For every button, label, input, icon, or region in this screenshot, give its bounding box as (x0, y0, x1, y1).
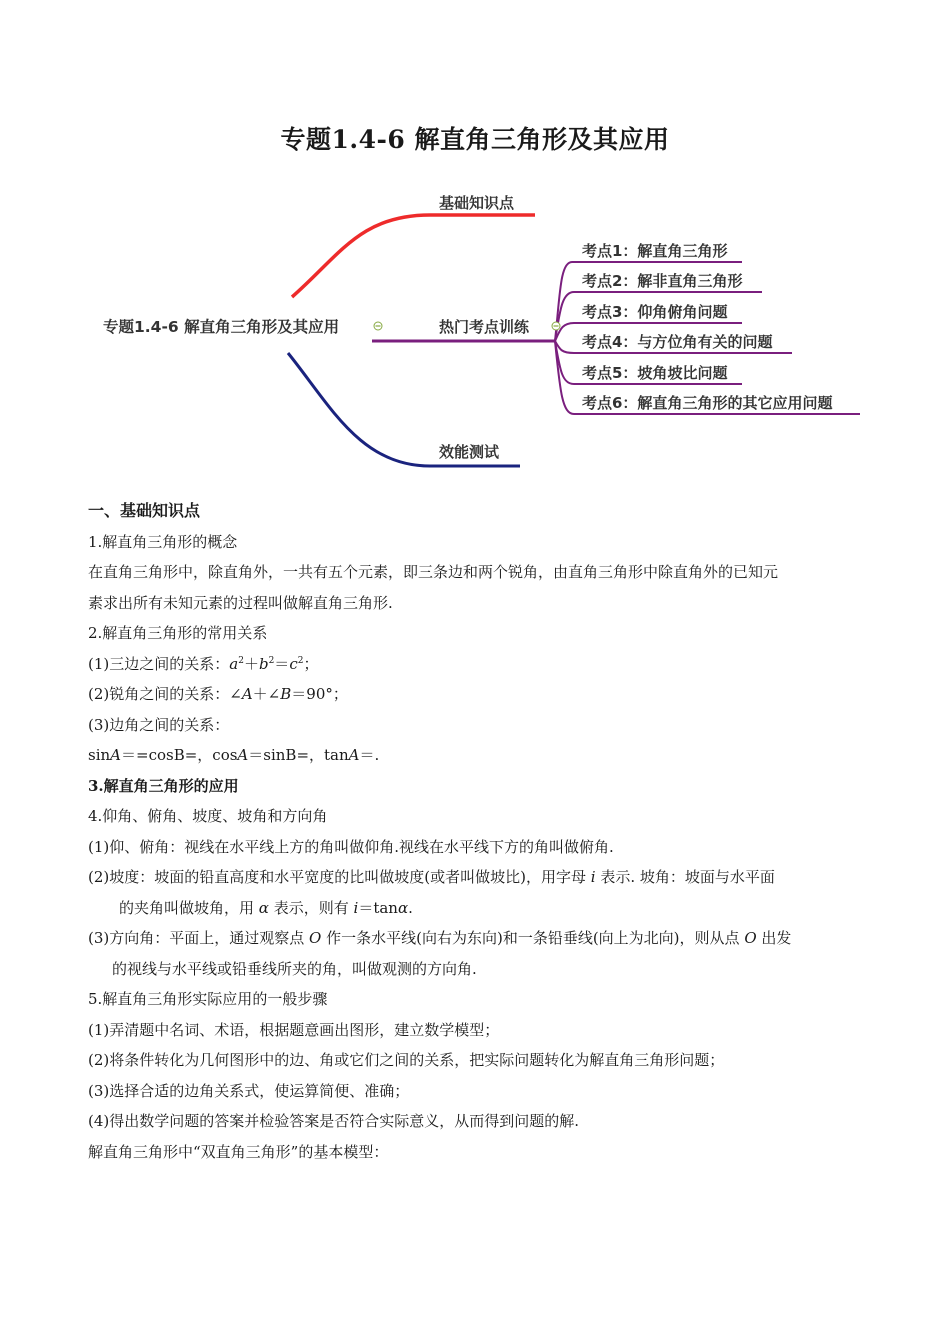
mindmap-branch-test: 效能测试 (439, 443, 500, 461)
branch-line-basic (292, 215, 535, 297)
paragraph: 1.解直角三角形的概念 (88, 532, 238, 551)
document-body (88, 496, 868, 1167)
mindmap-subitem: 考点1：解直角三角形 (582, 242, 728, 260)
paragraph: (2)将条件转化为几何图形中的边、角或它们之间的关系，把实际问题转化为解直角三角形问题； (88, 1051, 725, 1069)
paragraph: 解直角三角形中“双直角三角形”的基本模型： (88, 1142, 389, 1161)
mindmap-branch-hot: 热门考点训练 (439, 318, 530, 336)
paragraph: 3.解直角三角形的应用 (88, 776, 239, 795)
paragraph: 的视线与水平线或铅垂线所夹的角，叫做观测的方向角. (112, 959, 477, 978)
paragraph: 5.解直角三角形实际应用的一般步骤 (88, 990, 328, 1008)
mindmap-subitem: 考点4：与方位角有关的问题 (582, 333, 773, 351)
paragraph: (1)弄清题中名词、术语，根据题意画出图形，建立数学模型； (88, 1020, 500, 1039)
paragraph: 2.解直角三角形的常用关系 (88, 624, 268, 642)
paragraph: sinA＝=cosB=，cosA＝sinB=，tanA＝. (88, 746, 380, 764)
paragraph: (4)得出数学问题的答案并检验答案是否符合实际意义，从而得到问题的解. (88, 1112, 580, 1130)
paragraph: (3)方向角：平面上，通过观察点 O 作一条水平线(向右为东向)和一条铅垂线(向上为北向)，则从点 O 出发 (88, 929, 792, 947)
page-title: 专题1.4-6 解直角三角形及其应用 (280, 125, 670, 154)
section-heading: 一、基础知识点 (88, 501, 201, 520)
paragraph: (3)选择合适的边角关系式，使运算简便、准确； (88, 1081, 410, 1100)
mindmap-subitem: 考点3：仰角俯角问题 (582, 303, 728, 321)
paragraph: 4.仰角、俯角、坡度、坡角和方向角 (88, 807, 328, 825)
mind-map (0, 175, 950, 480)
mindmap-subitem: 考点2：解非直角三角形 (582, 272, 743, 290)
mindmap-root: 专题1.4-6 解直角三角形及其应用 (103, 318, 340, 336)
paragraph: (1)三边之间的关系：$a^2+b^2=c^2$； (88, 654, 319, 673)
paragraph: (2)坡度：坡面的铅直高度和水平宽度的比叫做坡度(或者叫做坡比)，用字母 i 表示. 坡角：坡面与水平面 (88, 868, 775, 886)
mindmap-subitem: 考点5：坡角坡比问题 (582, 364, 728, 382)
mindmap-subitem: 考点6：解直角三角形的其它应用问题 (582, 394, 833, 412)
paragraph: 素求出所有未知元素的过程叫做解直角三角形. (88, 593, 393, 612)
paragraph: 在直角三角形中，除直角外，一共有五个元素，即三条边和两个锐角，由直角三角形中除直角外的已知元 (88, 563, 779, 581)
mindmap-branch-basic: 基础知识点 (439, 194, 515, 212)
paragraph: 的夹角叫做坡角，用 α 表示，则有 i＝tanα. (119, 898, 413, 917)
paragraph: (2)锐角之间的关系：∠A＋∠B＝90°； (88, 685, 348, 703)
paragraph: (1)仰、俯角：视线在水平线上方的角叫做仰角.视线在水平线下方的角叫做俯角. (88, 837, 614, 856)
paragraph: (3)边角之间的关系： (88, 715, 230, 734)
